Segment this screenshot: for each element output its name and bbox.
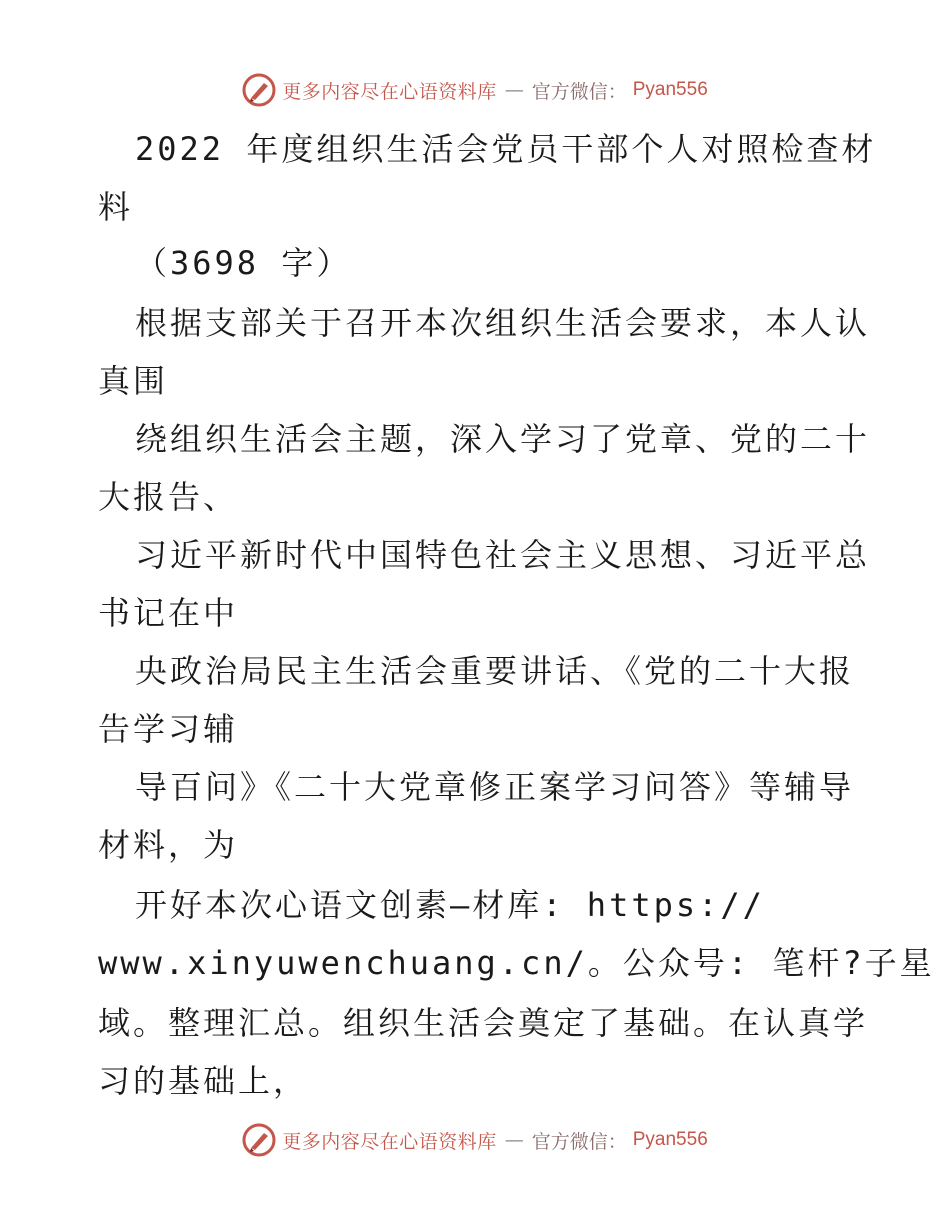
text-line: 导百问》《二十大党章修正案学习问答》等辅导 <box>135 768 855 806</box>
text-line: 央政治局民主生活会重要讲话、《党的二十大报 <box>135 652 855 690</box>
text-line: （3698 字） <box>135 244 352 282</box>
text-line: 料 <box>98 188 134 226</box>
text-line: 书记在中 <box>98 594 239 632</box>
banner-wechat-label: 官方微信： <box>531 1130 627 1153</box>
text-line: 2022 年度组织生活会党员干部个人对照检查材 <box>135 130 877 168</box>
text-line: 真围 <box>98 362 169 400</box>
banner-wechat-id: Pyan556 <box>632 1129 708 1150</box>
text-line: 域。整理汇总。组织生活会奠定了基础。在认真学 <box>98 1004 869 1042</box>
banner-dash: — <box>504 79 524 101</box>
text-line: www.xinyuwenchuang.cn/。公众号: 笔杆?子星 <box>98 944 935 982</box>
text-line: 习近平新时代中国特色社会主义思想、习近平总 <box>135 536 871 574</box>
text-line: 大报告、 <box>98 478 239 516</box>
text-line: 绕组织生活会主题，深入学习了党章、党的二十 <box>135 420 871 458</box>
text-line: 开好本次心语文创素—材库: https:// <box>135 886 765 924</box>
banner-dash: — <box>504 1129 524 1151</box>
pen-logo-icon <box>242 1123 276 1157</box>
banner-wechat-label: 官方微信： <box>531 80 627 103</box>
text-line: 材料，为 <box>98 826 239 864</box>
text-line: 习的基础上， <box>98 1062 309 1100</box>
banner-text: 更多内容尽在心语资料库 <box>282 1130 497 1153</box>
banner-wechat-id: Pyan556 <box>632 79 708 100</box>
text-line: 告学习辅 <box>98 710 239 748</box>
banner-text: 更多内容尽在心语资料库 <box>282 80 497 103</box>
footer-banner-inner <box>242 1123 708 1157</box>
footer-banner <box>0 1120 950 1160</box>
text-line: 根据支部关于召开本次组织生活会要求，本人认 <box>135 304 871 342</box>
